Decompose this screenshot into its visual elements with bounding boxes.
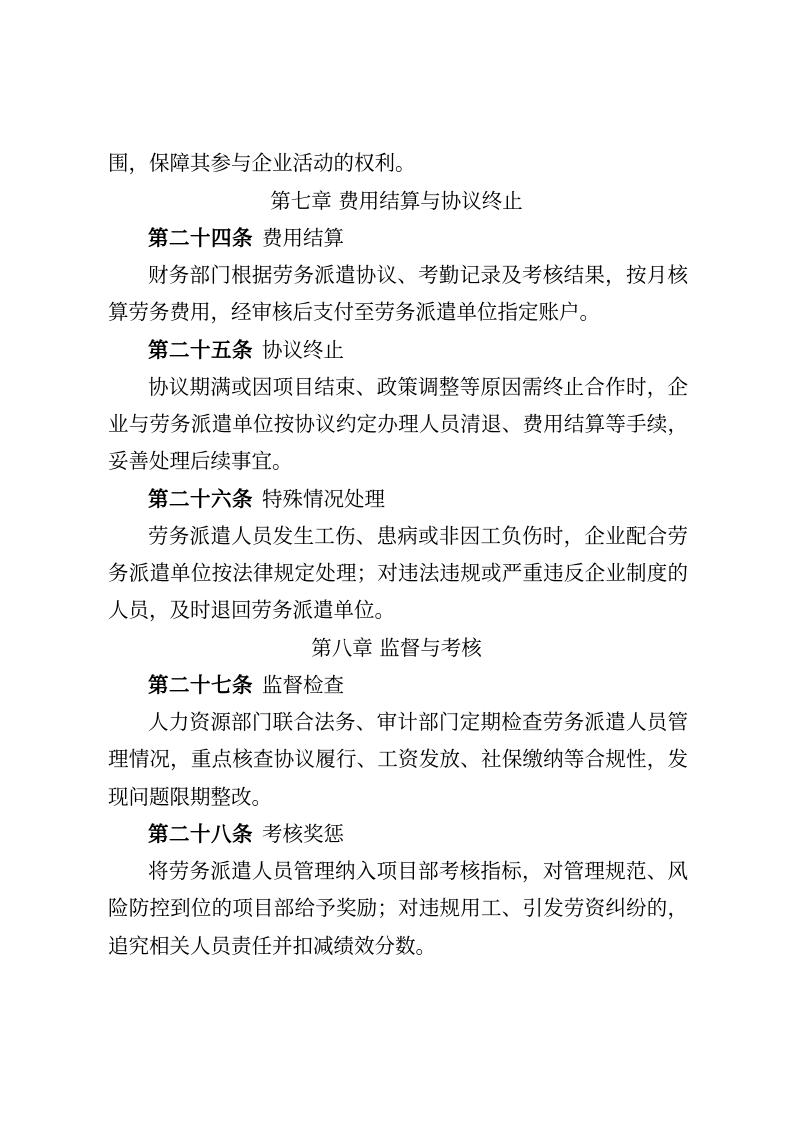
article-number: 第二十六条 [148,487,253,511]
paragraph-line: 妥善处理后续事宜。 [108,449,293,473]
article-number: 第二十四条 [148,226,253,250]
paragraph-line: 追究相关人员责任并扣减绩效分数。 [108,934,436,958]
article-title: 考核奖惩 [262,822,344,846]
article-number: 第二十八条 [148,822,253,846]
paragraph-line: 劳务派遣人员发生工伤、患病或非因工负伤时，企业配合劳 [148,524,688,548]
chapter-heading: 第七章 费用结算与协议终止 [270,189,523,213]
article-title: 特殊情况处理 [262,487,385,511]
paragraph-line: 人力资源部门联合法务、审计部门定期检查劳务派遣人员管 [148,710,688,734]
paragraph-line: 险防控到位的项目部给予奖励；对违规用工、引发劳资纠纷的， [108,896,688,920]
article-title: 监督检查 [262,673,344,697]
paragraph-line: 业与劳务派遣单位按协议约定办理人员清退、费用结算等手续， [108,412,688,436]
paragraph-line: 人员，及时退回劳务派遣单位。 [108,598,395,622]
paragraph-line: 协议期满或因项目结束、政策调整等原因需终止合作时，企 [148,375,688,399]
paragraph-line: 将劳务派遣人员管理纳入项目部考核指标，对管理规范、风 [148,859,688,883]
paragraph-line: 围，保障其参与企业活动的权利。 [108,151,416,175]
paragraph-line: 理情况，重点核查协议履行、工资发放、社保缴纳等合规性，发 [108,747,688,771]
paragraph-line: 算劳务费用，经审核后支付至劳务派遣单位指定账户。 [108,300,600,324]
paragraph-line: 务派遣单位按法律规定处理；对违法违规或严重违反企业制度的 [108,561,688,585]
article-title: 费用结算 [262,226,344,250]
chapter-heading: 第八章 监督与考核 [311,636,482,660]
article-number: 第二十五条 [148,338,253,362]
article-heading [148,485,688,513]
article-heading [148,671,688,699]
article-heading [148,336,688,364]
paragraph-line: 现问题限期整改。 [108,785,272,809]
paragraph-line: 财务部门根据劳务派遣协议、考勤记录及考核结果，按月核 [148,263,688,287]
article-heading [148,224,688,252]
article-heading [148,820,688,848]
article-title: 协议终止 [262,338,344,362]
article-number: 第二十七条 [148,673,253,697]
